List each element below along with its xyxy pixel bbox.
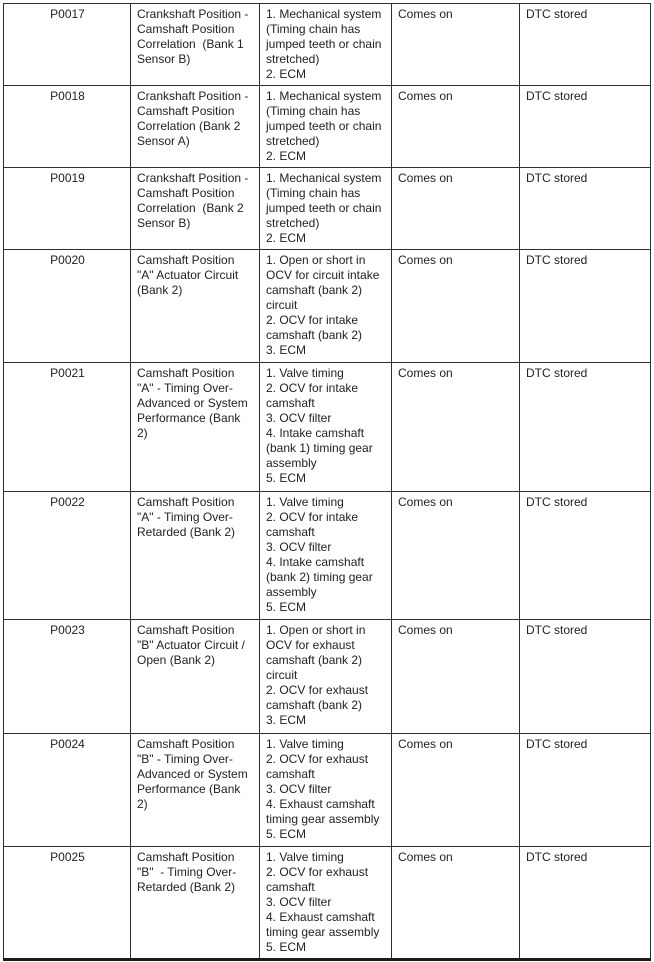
table-row: [4, 250, 651, 363]
dtc-code-text: P0025: [50, 850, 85, 864]
cause-line: 2. OCV for intake camshaft (bank 2): [266, 313, 363, 342]
mil-text: Comes on: [398, 737, 453, 751]
cause-line: 2. ECM: [266, 149, 307, 163]
mil-text: Comes on: [398, 89, 453, 103]
dtc-code-text: P0021: [50, 366, 85, 380]
dtc-description-cell: [131, 86, 260, 168]
dtc-description-text: Crankshaft Position - Camshaft Position Correlation (Bank 1 Sensor B): [137, 7, 252, 66]
cause-line: 1. Valve timing: [266, 366, 344, 380]
trouble-area-cell: [260, 492, 392, 620]
mil-cell: [392, 620, 520, 734]
dtc-description-cell: [131, 250, 260, 363]
mil-cell: [392, 847, 520, 960]
cause-line: 2. OCV for intake camshaft: [266, 510, 362, 539]
mil-text: Comes on: [398, 366, 453, 380]
dtc-code-cell: [4, 363, 131, 492]
mil-text: Comes on: [398, 623, 453, 637]
mil-text: Comes on: [398, 171, 453, 185]
dtc-table-body: [4, 4, 651, 960]
dtc-description-cell: [131, 492, 260, 620]
dtc-description-cell: [131, 734, 260, 847]
memory-cell: [520, 363, 651, 492]
memory-text: DTC stored: [526, 7, 588, 21]
dtc-description-cell: [131, 847, 260, 960]
mil-cell: [392, 4, 520, 86]
table-row: [4, 168, 651, 250]
dtc-description-text: Camshaft Position "A" Actuator Circuit (Bank 2): [137, 253, 242, 297]
memory-text: DTC stored: [526, 89, 588, 103]
cause-line: 4. Intake camshaft (bank 2) timing gear assembly: [266, 555, 377, 599]
trouble-area-cell: [260, 734, 392, 847]
cause-line: 1. Mechanical system (Timing chain has jumped teeth or chain stretched): [266, 171, 385, 230]
cause-line: 5. ECM: [266, 940, 307, 954]
cause-line: 2. ECM: [266, 67, 307, 81]
dtc-code-text: P0018: [50, 89, 85, 103]
dtc-description-text: Crankshaft Position - Camshaft Position Correlation (Bank 2 Sensor A): [137, 89, 252, 148]
cause-line: 5. ECM: [266, 827, 307, 841]
memory-text: DTC stored: [526, 366, 588, 380]
mil-text: Comes on: [398, 253, 453, 267]
trouble-area-cell: [260, 4, 392, 86]
memory-text: DTC stored: [526, 253, 588, 267]
cause-line: 2. OCV for intake camshaft: [266, 381, 362, 410]
mil-cell: [392, 363, 520, 492]
cause-line: 5. ECM: [266, 471, 307, 485]
cause-line: 4. Intake camshaft (bank 1) timing gear assembly: [266, 426, 377, 470]
trouble-area-cell: [260, 86, 392, 168]
dtc-description-text: Camshaft Position "B" - Timing Over-Retarded (Bank 2): [137, 850, 238, 894]
cause-line: 3. OCV filter: [266, 540, 332, 554]
mil-text: Comes on: [398, 850, 453, 864]
memory-text: DTC stored: [526, 495, 588, 509]
cause-line: 1. Mechanical system (Timing chain has jumped teeth or chain stretched): [266, 89, 385, 148]
cause-line: 5. ECM: [266, 600, 307, 614]
cause-line: 1. Valve timing: [266, 495, 344, 509]
dtc-code-cell: [4, 620, 131, 734]
cause-line: 2. OCV for exhaust camshaft (bank 2): [266, 683, 372, 712]
mil-cell: [392, 86, 520, 168]
dtc-code-cell: [4, 734, 131, 847]
cause-line: 3. OCV filter: [266, 411, 332, 425]
dtc-code-cell: [4, 4, 131, 86]
dtc-code-cell: [4, 492, 131, 620]
table-row: [4, 363, 651, 492]
cause-line: 4. Exhaust camshaft timing gear assembly: [266, 797, 380, 826]
cause-line: 3. OCV filter: [266, 895, 332, 909]
cause-line: 3. ECM: [266, 713, 307, 727]
table-row: [4, 492, 651, 620]
dtc-code-text: P0017: [50, 7, 85, 21]
dtc-description-cell: [131, 620, 260, 734]
dtc-code-text: P0023: [50, 623, 85, 637]
trouble-area-cell: [260, 620, 392, 734]
dtc-code-text: P0019: [50, 171, 85, 185]
mil-cell: [392, 250, 520, 363]
mil-cell: [392, 734, 520, 847]
dtc-code-cell: [4, 86, 131, 168]
trouble-area-cell: [260, 168, 392, 250]
table-row: [4, 847, 651, 960]
dtc-description-cell: [131, 363, 260, 492]
cause-line: 2. OCV for exhaust camshaft: [266, 752, 372, 781]
dtc-description-text: Camshaft Position "A" - Timing Over-Retarded (Bank 2): [137, 495, 238, 539]
dtc-description-cell: [131, 4, 260, 86]
memory-cell: [520, 168, 651, 250]
dtc-code-cell: [4, 250, 131, 363]
cause-line: 3. OCV filter: [266, 782, 332, 796]
dtc-code-cell: [4, 168, 131, 250]
memory-text: DTC stored: [526, 850, 588, 864]
mil-text: Comes on: [398, 495, 453, 509]
table-row: [4, 86, 651, 168]
trouble-area-cell: [260, 250, 392, 363]
table-row: [4, 620, 651, 734]
dtc-table: [3, 3, 651, 961]
mil-cell: [392, 492, 520, 620]
dtc-code-text: P0024: [50, 737, 85, 751]
cause-line: 1. Valve timing: [266, 850, 344, 864]
trouble-area-cell: [260, 363, 392, 492]
memory-cell: [520, 734, 651, 847]
mil-text: Comes on: [398, 7, 453, 21]
memory-cell: [520, 847, 651, 960]
dtc-code-text: P0022: [50, 495, 85, 509]
cause-line: 4. Exhaust camshaft timing gear assembly: [266, 910, 380, 939]
dtc-description-text: Camshaft Position "A" - Timing Over-Advanced or System Performance (Bank 2): [137, 366, 252, 440]
dtc-description-text: Camshaft Position "B" - Timing Over-Advanced or System Performance (Bank 2): [137, 737, 252, 811]
cause-line: 2. ECM: [266, 231, 307, 245]
memory-cell: [520, 4, 651, 86]
cause-line: 1. Open or short in OCV for exhaust camshaft (bank 2) circuit: [266, 623, 369, 682]
cause-line: 3. ECM: [266, 343, 307, 357]
cause-line: 2. OCV for exhaust camshaft: [266, 865, 372, 894]
table-row: [4, 4, 651, 86]
dtc-code-text: P0020: [50, 253, 85, 267]
memory-cell: [520, 492, 651, 620]
cause-line: 1. Mechanical system (Timing chain has jumped teeth or chain stretched): [266, 7, 385, 66]
trouble-area-cell: [260, 847, 392, 960]
memory-cell: [520, 620, 651, 734]
memory-text: DTC stored: [526, 623, 588, 637]
dtc-description-cell: [131, 168, 260, 250]
cause-line: 1. Open or short in OCV for circuit intake camshaft (bank 2) circuit: [266, 253, 383, 312]
memory-cell: [520, 86, 651, 168]
dtc-code-cell: [4, 847, 131, 960]
table-row: [4, 734, 651, 847]
memory-text: DTC stored: [526, 737, 588, 751]
dtc-description-text: Crankshaft Position - Camshaft Position Correlation (Bank 2 Sensor B): [137, 171, 252, 230]
memory-cell: [520, 250, 651, 363]
dtc-description-text: Camshaft Position "B" Actuator Circuit / Open (Bank 2): [137, 623, 249, 667]
cause-line: 1. Valve timing: [266, 737, 344, 751]
memory-text: DTC stored: [526, 171, 588, 185]
mil-cell: [392, 168, 520, 250]
